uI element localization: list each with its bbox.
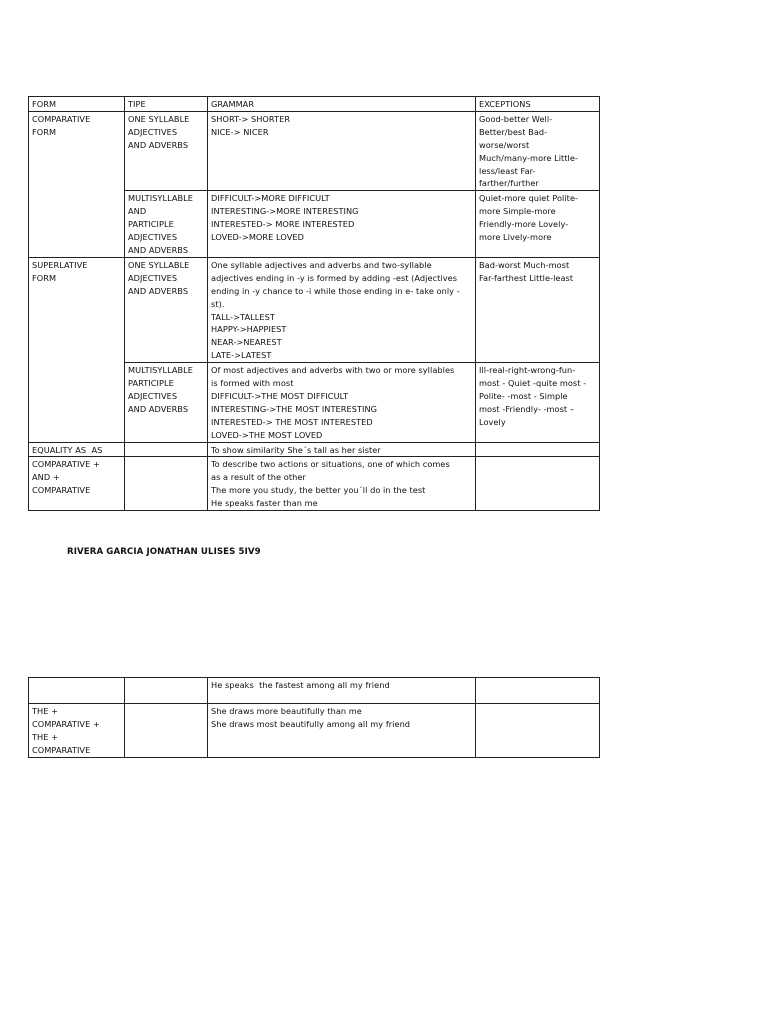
tipe-cell (125, 704, 208, 758)
tipe-cell (125, 442, 208, 457)
table-row (29, 442, 600, 457)
exceptions-cell: Bad-worst Much-most Far-farthest Little-least (476, 257, 600, 362)
author-name: RIVERA GARCIA JONATHAN ULISES 5IV9 (67, 547, 261, 557)
form-cell-the-comparative: THE + COMPARATIVE + THE + COMPARATIVE (29, 704, 125, 758)
grammar-table (28, 96, 600, 511)
exceptions-cell: Ill-real-right-wrong-fun- most - Quiet -quite most - Polite- -most - Simple most -Friendly- -most – Lovely (476, 363, 600, 442)
header-tipe: TIPE (125, 97, 208, 112)
grammar-cell: To show similarity She´s tall as her sister (208, 442, 476, 457)
table-row (29, 704, 600, 758)
exceptions-cell (476, 457, 600, 511)
form-cell-comparative: COMPARATIVE FORM (29, 111, 125, 257)
grammar-cell: One syllable adjectives and adverbs and two-syllable adjectives ending in -y is formed by adding -est (Adjectives ending in -y chance to -i while those ending in e- take only - st). TALL->TALLEST HAPPY->HAPPIEST NEAR->NEAREST LATE->LATEST (208, 257, 476, 362)
exceptions-cell: Quiet-more quiet Polite- more Simple-more Friendly-more Lovely- more Lively-more (476, 191, 600, 258)
header-grammar: GRAMMAR (208, 97, 476, 112)
grammar-cell: To describe two actions or situations, one of which comes as a result of the other The more you study, the better you´ll do in the test He speaks faster than me (208, 457, 476, 511)
form-cell (29, 678, 125, 704)
header-form: FORM (29, 97, 125, 112)
grammar-table-continued (28, 677, 600, 758)
form-cell-comparative-and: COMPARATIVE + AND + COMPARATIVE (29, 457, 125, 511)
form-cell-equality: EQUALITY AS AS (29, 442, 125, 457)
form-cell-superlative: SUPERLATIVE FORM (29, 257, 125, 442)
grammar-cell: SHORT-> SHORTER NICE-> NICER (208, 111, 476, 190)
table-row (29, 457, 600, 511)
exceptions-cell (476, 678, 600, 704)
grammar-cell: Of most adjectives and adverbs with two or more syllables is formed with most DIFFICULT->THE MOST DIFFICULT INTERESTING->THE MOST INTERESTING INTERESTED-> THE MOST INTERESTED LOVED->THE MOST LOVED (208, 363, 476, 442)
exceptions-cell: Good-better Well- Better/best Bad- worse/worst Much/many-more Little- less/least Far- farther/further (476, 111, 600, 190)
table-row (29, 257, 600, 362)
tipe-cell: ONE SYLLABLE ADJECTIVES AND ADVERBS (125, 257, 208, 362)
tipe-cell (125, 457, 208, 511)
tipe-cell: ONE SYLLABLE ADJECTIVES AND ADVERBS (125, 111, 208, 190)
header-exceptions: EXCEPTIONS (476, 97, 600, 112)
grammar-cell: DIFFICULT->MORE DIFFICULT INTERESTING->MORE INTERESTING INTERESTED-> MORE INTERESTED LOVED->MORE LOVED (208, 191, 476, 258)
grammar-cell: She draws more beautifully than me She draws most beautifully among all my friend (208, 704, 476, 758)
exceptions-cell (476, 442, 600, 457)
table-row (29, 111, 600, 190)
table-header-row (29, 97, 600, 112)
table-row (29, 678, 600, 704)
tipe-cell: MULTISYLLABLE PARTICIPLE ADJECTIVES AND ADVERBS (125, 363, 208, 442)
tipe-cell (125, 678, 208, 704)
grammar-cell: He speaks the fastest among all my friend (208, 678, 476, 704)
exceptions-cell (476, 704, 600, 758)
tipe-cell: MULTISYLLABLE AND PARTICIPLE ADJECTIVES AND ADVERBS (125, 191, 208, 258)
